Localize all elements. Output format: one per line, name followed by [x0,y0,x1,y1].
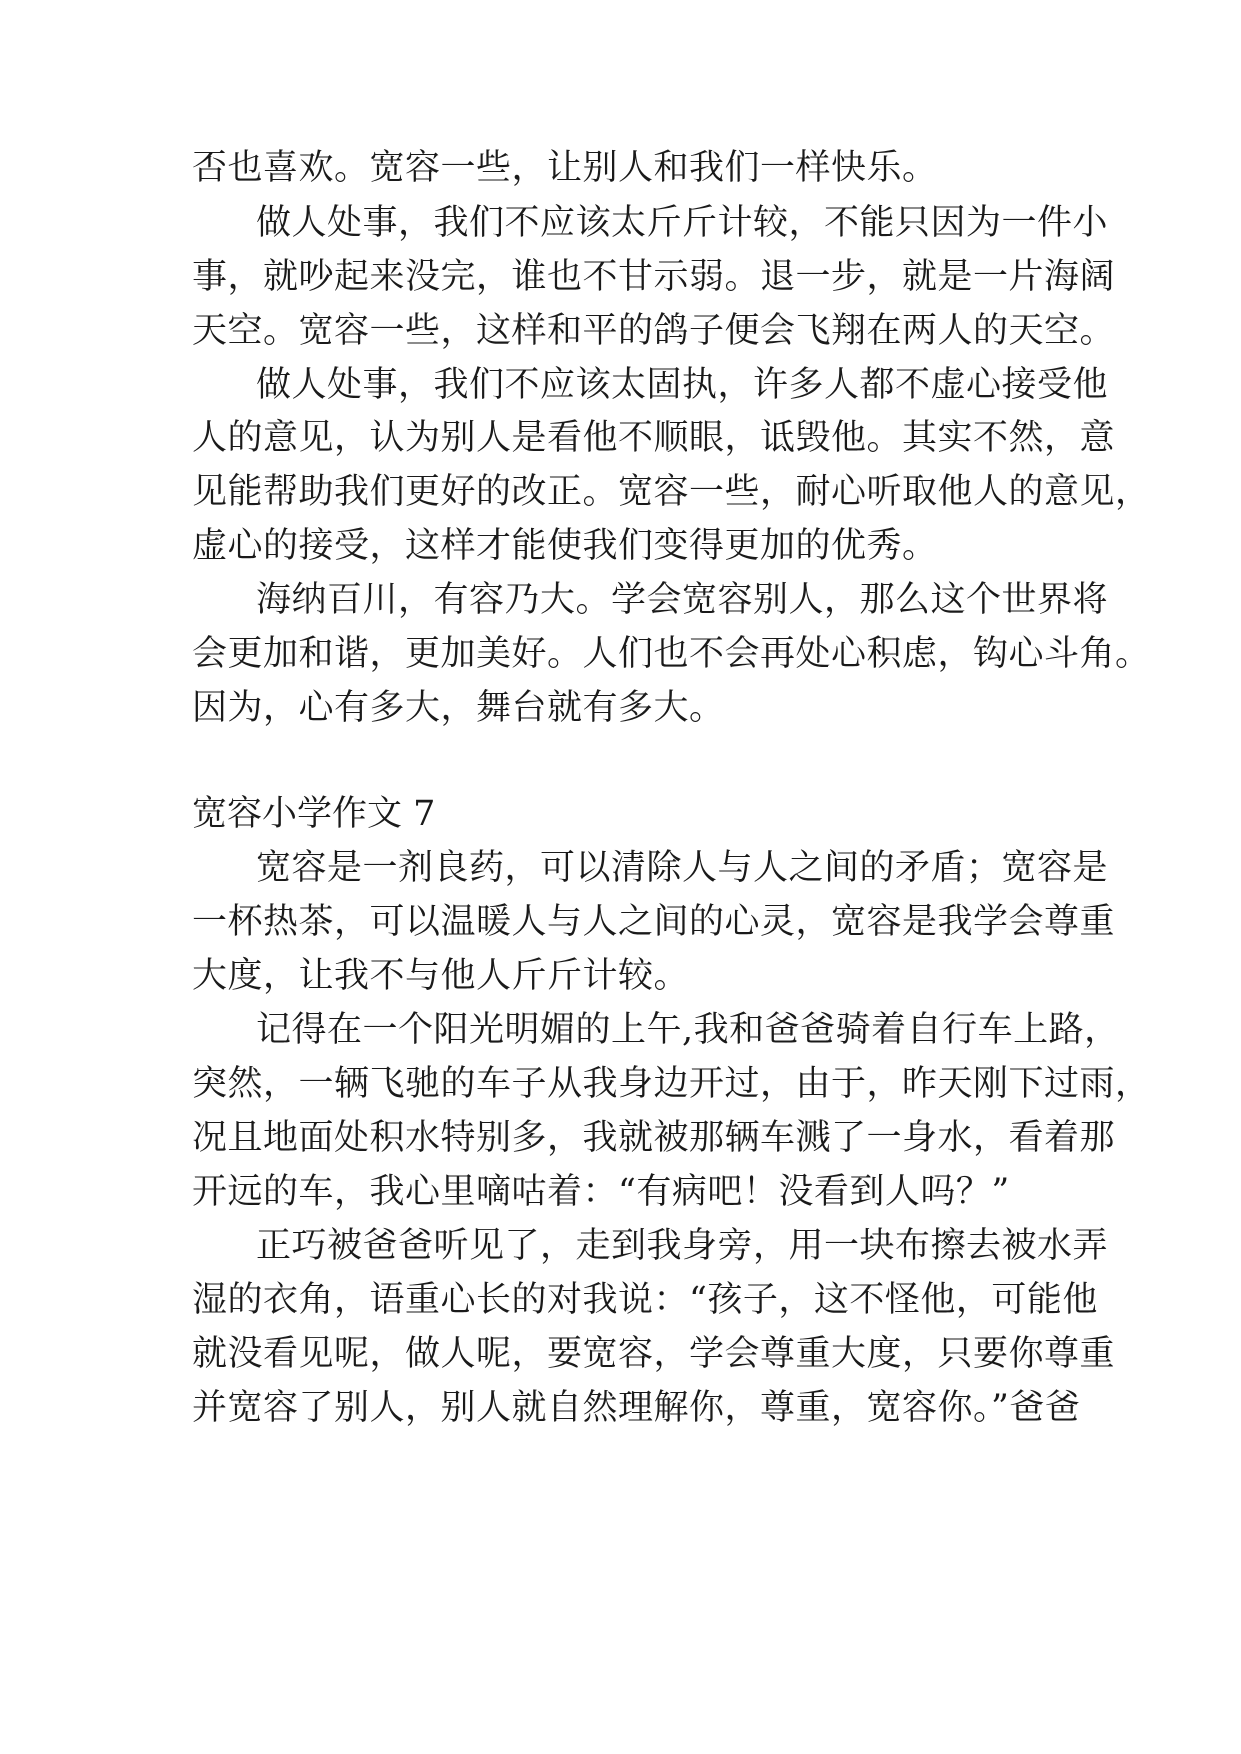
text-line: 一杯热茶，可以温暖人与人之间的心灵，宽容是我学会尊重 [192,902,1116,942]
paragraph-first-line: 做人处事，我们不应该太固执，许多人都不虚心接受他 [256,365,1109,405]
text-line: 况且地面处积水特别多，我就被那辆车溅了一身水，看着那 [192,1118,1116,1158]
text-line: 突然，一辆飞驰的车子从我身边开过，由于，昨天刚下过雨， [192,1064,1151,1104]
paragraph-first-line: 正巧被爸爸听见了，走到我身旁，用一块布擦去被水弄 [256,1226,1109,1266]
text-line: 并宽容了别人，别人就自然理解你，尊重，宽容你。”爸爸 [192,1388,1081,1428]
text-line: 虚心的接受，这样才能使我们变得更加的优秀。 [192,526,938,566]
text-line: 大度，让我不与他人斤斤计较。 [192,956,690,996]
text-line: 见能帮助我们更好的改正。宽容一些，耐心听取他人的意见， [192,472,1151,512]
text-line: 否也喜欢。宽容一些，让别人和我们一样快乐。 [192,148,938,188]
section-heading: 宽容小学作文 7 [192,794,436,834]
paragraph-first-line: 做人处事，我们不应该太斤斤计较，不能只因为一件小 [256,203,1109,243]
text-line: 开远的车，我心里嘀咕着：“有病吧！没看到人吗？” [192,1172,1010,1212]
paragraph-first-line: 宽容是一剂良药，可以清除人与人之间的矛盾；宽容是 [256,848,1109,888]
text-line: 就没看见呢，做人呢，要宽容，学会尊重大度，只要你尊重 [192,1334,1116,1374]
text-line: 人的意见，认为别人是看他不顺眼，诋毁他。其实不然，意 [192,418,1116,458]
text-line: 湿的衣角，语重心长的对我说：“孩子，这不怪他，可能他 [192,1280,1098,1320]
text-line: 天空。宽容一些，这样和平的鸽子便会飞翔在两人的天空。 [192,311,1116,351]
text-line: 事，就吵起来没完，谁也不甘示弱。退一步，就是一片海阔 [192,257,1116,297]
paragraph-first-line: 记得在一个阳光明媚的上午,我和爸爸骑着自行车上路， [256,1010,1120,1050]
paragraph-first-line: 海纳百川，有容乃大。学会宽容别人，那么这个世界将 [256,580,1109,620]
text-line: 会更加和谐，更加美好。人们也不会再处心积虑，钩心斗角。 [192,634,1151,674]
text-line: 因为，心有多大，舞台就有多大。 [192,688,725,728]
